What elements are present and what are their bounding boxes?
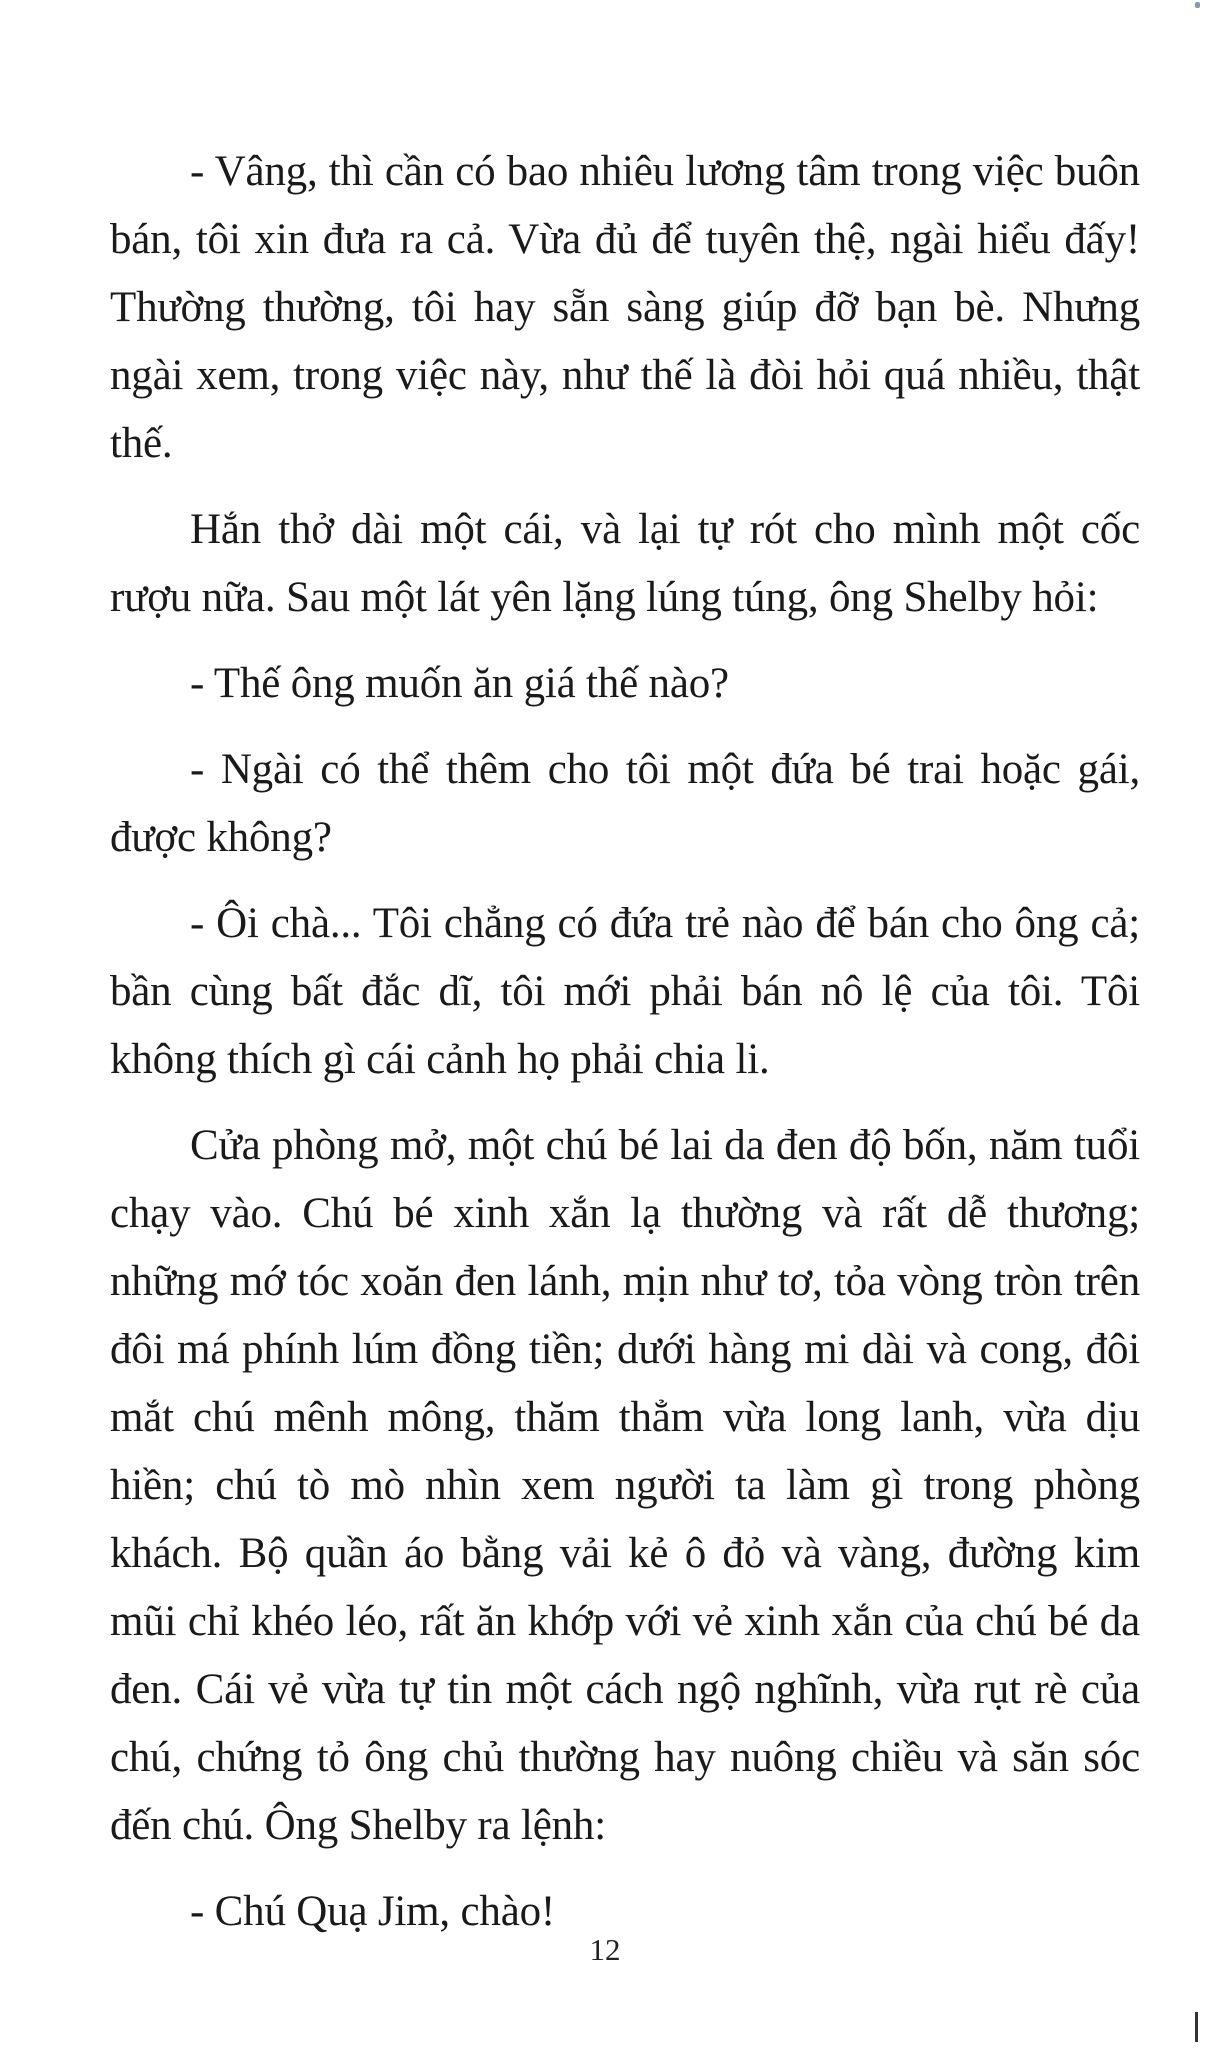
paragraph: Hắn thở dài một cái, và lại tự rót cho mình một cốc rượu nữa. Sau một lát yên lặng lúng túng, ông Shelby hỏi: bbox=[110, 506, 1140, 621]
paragraph: - Vâng, thì cần có bao nhiêu lương tâm trong việc buôn bán, tôi xin đưa ra cả. Vừa đủ để tuyên thệ, ngài hiểu đấy! Thường thường, tôi hay sẵn sàng giúp đỡ bạn bè. Nhưng ngài xem, trong việc này, như thế là đòi hỏi quá nhiều, thật thế. bbox=[110, 148, 1140, 467]
paragraph: Cửa phòng mở, một chú bé lai da đen độ bốn, năm tuổi chạy vào. Chú bé xinh xắn lạ thường và rất dễ thương; những mớ tóc xoăn đen lánh, mịn như tơ, tỏa vòng tròn trên đôi má phính lúm đồng tiền; dưới hàng mi dài và cong, đôi mắt chú mênh mông, thăm thẳm vừa long lanh, vừa dịu hiền; chú tò mò nhìn xem người ta làm gì trong phòng khách. Bộ quần áo bằng vải kẻ ô đỏ và vàng, đường kim mũi chỉ khéo léo, rất ăn khớp với vẻ xinh xắn của chú bé da đen. Cái vẻ vừa tự tin một cách ngộ nghĩnh, vừa rụt rè của chú, chứng tỏ ông chủ thường hay nuông chiều và săn sóc đến chú. Ông Shelby ra lệnh: bbox=[110, 1122, 1140, 1849]
paragraph: - Thế ông muốn ăn giá thế nào? bbox=[190, 660, 729, 707]
scan-edge-mark bbox=[1195, 2012, 1198, 2042]
page-number: 12 bbox=[589, 1932, 621, 1967]
scan-edge-mark bbox=[1195, 2, 1200, 8]
paragraph: - Chú Quạ Jim, chào! bbox=[190, 1888, 556, 1935]
paragraph: - Ngài có thể thêm cho tôi một đứa bé trai hoặc gái, được không? bbox=[110, 746, 1140, 861]
body-text bbox=[110, 138, 1140, 1946]
paragraph: - Ôi chà... Tôi chẳng có đứa trẻ nào để bán cho ông cả; bần cùng bất đắc dĩ, tôi mới phải bán nô lệ của tôi. Tôi không thích gì cái cảnh họ phải chia li. bbox=[110, 900, 1140, 1083]
